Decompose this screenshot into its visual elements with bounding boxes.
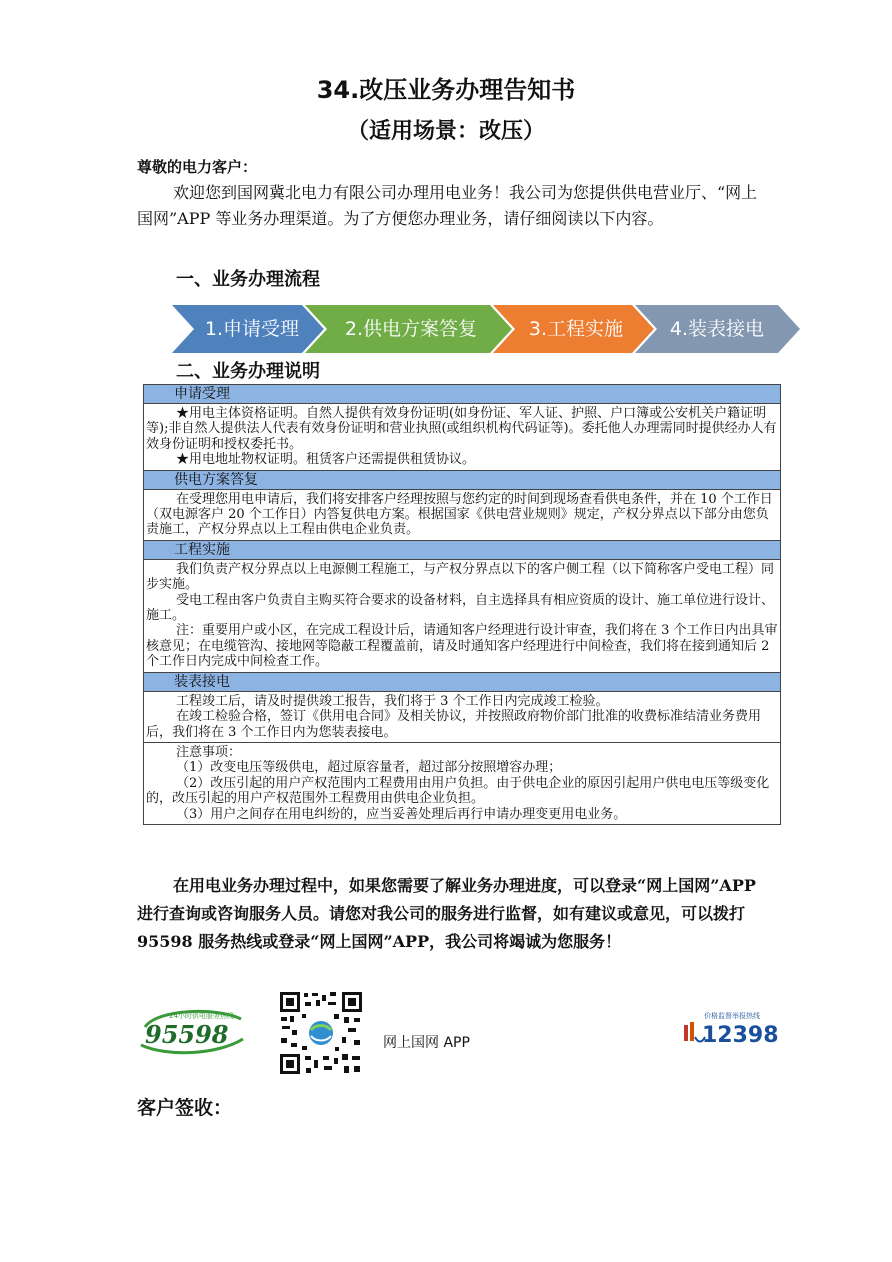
- section-body-apply: [144, 404, 780, 471]
- metering-paragraph-2: 在竣工检验合格，签订《供用电合同》及相关协议，并按照政府物价部门批准的收费标准结清业务费用后，我们将在 3 个工作日内为您装表接电。: [146, 709, 762, 740]
- hotline-number: 95598: [145, 1020, 229, 1049]
- qr-code-icon: [278, 990, 364, 1076]
- construction-paragraph-2: 受电工程由客户负责自主购买符合要求的设备材料，自主选择具有相应资质的设计、施工单位进行设计、施工。: [146, 592, 775, 624]
- section-head-metering: 装表接电: [144, 673, 780, 692]
- apply-paragraph-1: ★用电主体资格证明。自然人提供有效身份证明(如身份证、军人证、护照、户口簿或公安机关户籍证明等);非自然人提供法人代表有效身份证明和营业执照(或组织机构代码证等)。委托他人办理需同时提供经办人有效身份证明和授权委托书。: [146, 406, 777, 452]
- section-head-construction: 工程实施: [144, 541, 780, 560]
- section-body-construction: [144, 560, 780, 673]
- section-body-plan: [144, 490, 780, 541]
- instructions-table: [143, 384, 781, 825]
- apply-paragraph-2: ★用电地址物权证明。租赁客户还需提供租赁协议。: [176, 452, 476, 468]
- note-item-2: （2）改压引起的用户产权范围内工程费用由用户负担。由于供电企业的原因引起用户供电电压等级变化的，改压引起的用户产权范围外工程费用由供电企业负担。: [146, 775, 770, 807]
- note-item-1: （1）改变电压等级供电，超过原容量者，超过部分按照增容办理；: [176, 760, 562, 776]
- note-item-3: （3）用户之间存在用电纠纷的，应当妥善处理后再行申请办理变更用电业务。: [176, 806, 627, 822]
- section-instructions-title: 二、业务办理说明: [176, 361, 320, 382]
- plan-paragraph-1: 在受理您用电申请后，我们将安排客户经理按照与您约定的时间到现场查看供电条件，并在 10 个工作日（双电源客户 20 个工作日）内答复供电方案。根据国家《供电营业规则》规定，产权分界点以下部分由您负责施工，产权分界点以上工程由供电企业负责。: [146, 491, 773, 538]
- construction-paragraph-1: 我们负责产权分界点以上电源侧工程施工，与产权分界点以下的客户侧工程（以下简称客户受电工程）同步实施。: [146, 561, 775, 593]
- greeting: 尊敬的电力客户：: [137, 158, 258, 176]
- price-hotline-tagline: 价格监督举报热线: [704, 1012, 760, 1020]
- page-subtitle: （适用场景：改压）: [346, 119, 545, 144]
- page-title: 34.改压业务办理告知书: [316, 76, 576, 104]
- price-hotline-12398-logo: [680, 1010, 780, 1048]
- section-process-title: 一、业务办理流程: [176, 269, 320, 290]
- price-hotline-number: 12398: [702, 1023, 779, 1048]
- process-flow: [172, 305, 802, 353]
- notes-heading: 注意事项：: [176, 744, 242, 760]
- flow-step-4-label: 4.装表接电: [669, 318, 765, 340]
- flow-step-2-label: 2.供电方案答复: [344, 318, 478, 340]
- app-label: 网上国网 APP: [383, 1035, 470, 1051]
- app-qr-code: [278, 990, 364, 1076]
- customer-sign-label: 客户签收：: [137, 1097, 233, 1119]
- price-hotline-logo-icon: [680, 1010, 780, 1048]
- section-head-plan: 供电方案答复: [144, 471, 780, 490]
- hotline-logo-icon: [137, 1005, 247, 1055]
- flow-step-1-label: 1.申请受理: [204, 318, 300, 340]
- hotline-95598-logo: [137, 1005, 247, 1055]
- hotline-tagline: 24小时供电服务热线: [169, 1012, 234, 1020]
- notes-block: [144, 743, 780, 824]
- section-head-apply: 申请受理: [144, 385, 780, 404]
- flow-step-3-label: 3.工程实施: [528, 318, 624, 340]
- closing-paragraph: 在用电业务办理过程中，如果您需要了解业务办理进度，可以登录“网上国网”APP 进行查询或咨询服务人员。请您对我公司的服务进行监督，如有建议或意见，可以拨打 95598 服务热线或登录“网上国网”APP，我公司将竭诚为您服务！: [137, 876, 756, 951]
- construction-paragraph-3: 注：重要用户或小区，在完成工程设计后，请通知客户经理进行设计审查，我们将在 3 个工作日内出具审核意见；在电缆管沟、接地网等隐蔽工程覆盖前，请及时通知客户经理进行中间检查，我们将在接到通知后 2 个工作日内完成中间检查工作。: [146, 623, 778, 670]
- metering-paragraph-1: 工程竣工后，请及时提供竣工报告，我们将于 3 个工作日内完成竣工检验。: [176, 693, 609, 709]
- section-body-metering: [144, 692, 780, 743]
- intro-paragraph: 欢迎您到国网冀北电力有限公司办理用电业务！我公司为您提供供电营业厅、“网上国网”APP 等业务办理渠道。为了方便您办理业务，请仔细阅读以下内容。: [137, 183, 758, 228]
